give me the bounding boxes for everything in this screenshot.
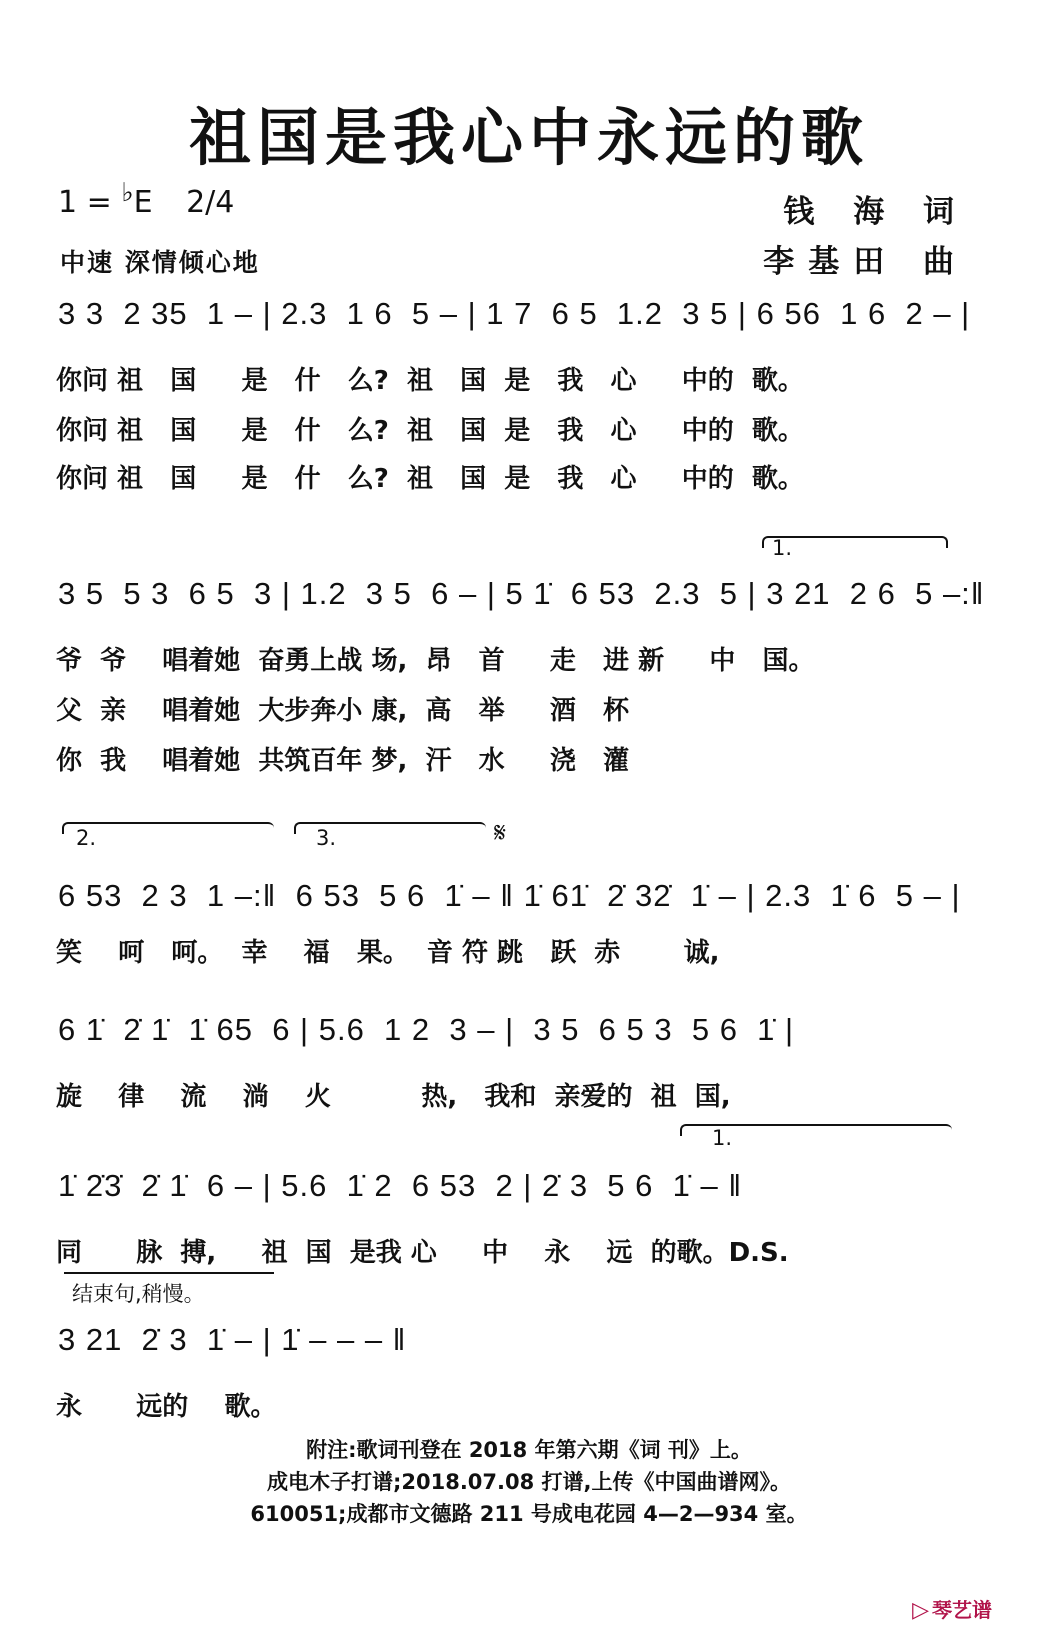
footnote-2: 成电木子打谱;2018.07.08 打谱,上传《中国曲谱网》。 — [266, 1470, 792, 1494]
ending-instruction: 结束句,稍慢。 — [72, 1282, 205, 1306]
qinyipu-logo-icon: ▷ — [912, 1598, 929, 1623]
notation-line-3: 6 53 2 3 1 –:‖ 6 53 5 6 1̇ – ‖ 1̇ 61̇ 2̇ 32̇ 1̇ – | 2.3 1̇ 6 5 – | — [58, 878, 961, 913]
lyricist-credit: 钱 海 词 — [783, 194, 968, 230]
lyric-line-5-1: 同 脉 搏, 祖 国 是我 心 中 永 远 的歌。D.S. — [56, 1238, 789, 1268]
lyric-line-6-1: 永 远的 歌。 — [56, 1392, 277, 1422]
key-prefix: 1 = — [58, 185, 112, 220]
footnote-3: 610051;成都市文德路 211 号成电花园 4—2—934 室。 — [250, 1502, 808, 1526]
lyric-line-1-3: 你问 祖 国 是 什 么? 祖 国 是 我 心 中的 歌。 — [56, 464, 804, 494]
watermark-text: 琴艺谱 — [932, 1598, 992, 1622]
key-note: E — [133, 185, 153, 220]
lyric-line-4-1: 旋 律 流 淌 火 热, 我和 亲爱的 祖 国, — [56, 1082, 731, 1112]
lyric-line-2-3: 你 我 唱着她 共筑百年 梦, 汗 水 浇 灌 — [56, 746, 630, 776]
volta-label-2: 2. — [76, 826, 97, 850]
notation-line-4: 6 1̇ 2̇ 1̇ 1̇ 65 6 | 5.6 1 2 3 – | 3 5 6 5 3 5 6 1̇ | — [58, 1012, 795, 1047]
lyric-line-2-2: 父 亲 唱着她 大步奔小 康, 高 举 酒 杯 — [56, 696, 630, 726]
watermark-logo — [912, 1594, 992, 1623]
volta-label-3: 3. — [316, 826, 337, 850]
flat-sign: ♭ — [121, 178, 134, 208]
lyric-line-2-1: 爷 爷 唱着她 奋勇上战 场, 昂 首 走 进 新 中 国。 — [56, 646, 815, 676]
lyric-line-1-2: 你问 祖 国 是 什 么? 祖 国 是 我 心 中的 歌。 — [56, 416, 804, 446]
notation-line-2: 3 5 5 3 6 5 3 | 1.2 3 5 6 – | 5 1̇ 6 53 2.3 5 | 3 21 2 6 5 –:‖ — [58, 576, 985, 611]
notation-line-5: 1̇ 2̇3̇ 2̇ 1̇ 6 – | 5.6 1̇ 2 6 53 2 | 2̇ 3 5 6 1̇ – ‖ — [58, 1168, 743, 1203]
notation-line-6: 3 21 2̇ 3 1̇ – | 1̇ – – – ‖ — [58, 1322, 407, 1357]
lyric-line-1-1: 你问 祖 国 是 什 么? 祖 国 是 我 心 中的 歌。 — [56, 366, 804, 396]
song-title: 祖国是我心中永远的歌 — [188, 101, 869, 174]
key-signature — [58, 178, 234, 220]
volta-label-4: 1. — [712, 1126, 733, 1150]
time-signature: 2/4 — [186, 185, 235, 220]
lyric-line-3-1: 笑 呵 呵。 幸 福 果。 音 符 跳 跃 赤 诚, — [56, 938, 720, 968]
segno-icon: 𝄋 — [494, 816, 507, 849]
tempo-marking: 中速 深情倾心地 — [60, 248, 260, 277]
instruction-line — [64, 1272, 274, 1274]
composer-credit: 李基田 曲 — [763, 244, 968, 280]
notation-line-1: 3 3 2 35 1 – | 2.3 1 6 5 – | 1 7 6 5 1.2 3 5 | 6 56 1 6 2 – | — [58, 296, 971, 331]
volta-label-1: 1. — [772, 536, 793, 560]
footnote-1: 附注:歌词刊登在 2018 年第六期《词 刊》上。 — [306, 1438, 752, 1462]
